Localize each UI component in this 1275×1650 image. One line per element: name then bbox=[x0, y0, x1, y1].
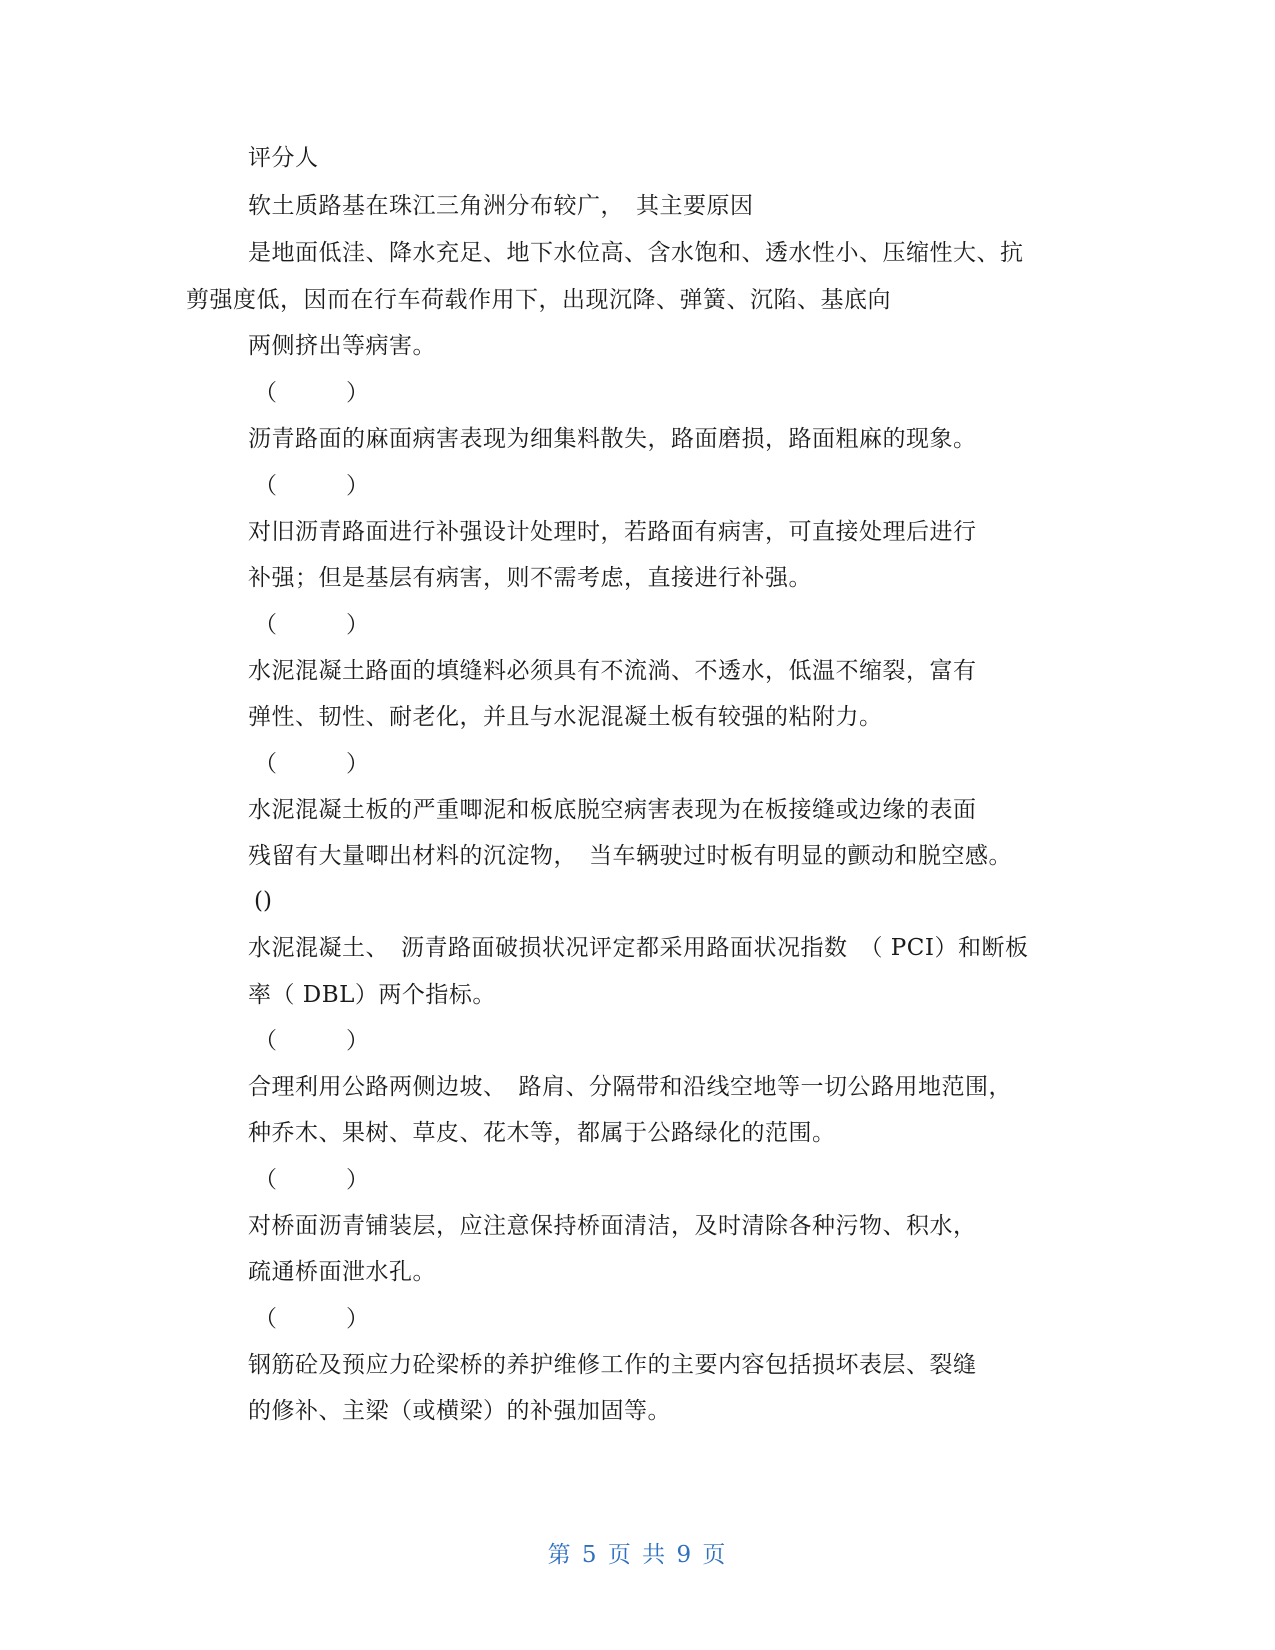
answer-blank: () bbox=[254, 888, 272, 914]
text-line: 水泥混凝土、 沥青路面破损状况评定都采用路面状况指数 （ PCI）和断板 bbox=[248, 935, 1029, 961]
text-line: 沥青路面的麻面病害表现为细集料散失，路面磨损，路面粗麻的现象。 bbox=[248, 426, 977, 452]
text-line: 水泥混凝土路面的填缝料必须具有不流淌、不透水，低温不缩裂，富有 bbox=[248, 658, 977, 684]
text-line: 补强；但是基层有病害，则不需考虑，直接进行补强。 bbox=[248, 565, 812, 591]
text-line: 对桥面沥青铺装层，应注意保持桥面清洁，及时清除各种污物、积水， bbox=[248, 1213, 977, 1239]
grader-label: 评分人 bbox=[248, 145, 319, 171]
answer-blank: （ ） bbox=[254, 1306, 369, 1332]
text-line: 残留有大量唧出材料的沉淀物， 当车辆驶过时板有明显的颤动和脱空感。 bbox=[248, 843, 1012, 869]
text-line: 的修补、主梁（或横梁）的补强加固等。 bbox=[248, 1398, 671, 1424]
text-line: 率（ DBL）两个指标。 bbox=[248, 982, 496, 1008]
answer-blank: （ ） bbox=[254, 612, 369, 638]
text-line: 水泥混凝土板的严重唧泥和板底脱空病害表现为在板接缝或边缘的表面 bbox=[248, 797, 977, 823]
text-line: 是地面低洼、降水充足、地下水位高、含水饱和、透水性小、压缩性大、抗 bbox=[248, 240, 1024, 266]
answer-blank: （ ） bbox=[254, 473, 369, 499]
answer-blank: （ ） bbox=[254, 751, 369, 777]
answer-blank: （ ） bbox=[254, 1028, 369, 1054]
text-line: 对旧沥青路面进行补强设计处理时，若路面有病害，可直接处理后进行 bbox=[248, 519, 977, 545]
text-line: 疏通桥面泄水孔。 bbox=[248, 1259, 436, 1285]
answer-blank: （ ） bbox=[254, 380, 369, 406]
text-line: 剪强度低，因而在行车荷载作用下，出现沉降、弹簧、沉陷、基底向 bbox=[186, 287, 891, 313]
text-line: 两侧挤出等病害。 bbox=[248, 333, 436, 359]
text-line: 弹性、韧性、耐老化，并且与水泥混凝土板有较强的粘附力。 bbox=[248, 704, 883, 730]
answer-blank: （ ） bbox=[254, 1167, 369, 1193]
text-line: 合理利用公路两侧边坡、 路肩、分隔带和沿线空地等一切公路用地范围， bbox=[248, 1074, 1012, 1100]
text-line: 钢筋砼及预应力砼梁桥的养护维修工作的主要内容包括损坏表层、裂缝 bbox=[248, 1352, 977, 1378]
text-line: 种乔木、果树、草皮、花木等，都属于公路绿化的范围。 bbox=[248, 1120, 836, 1146]
page-footer: 第 5 页 共 9 页 bbox=[547, 1542, 728, 1568]
text-line: 软土质路基在珠江三角洲分布较广， 其主要原因 bbox=[248, 193, 754, 219]
